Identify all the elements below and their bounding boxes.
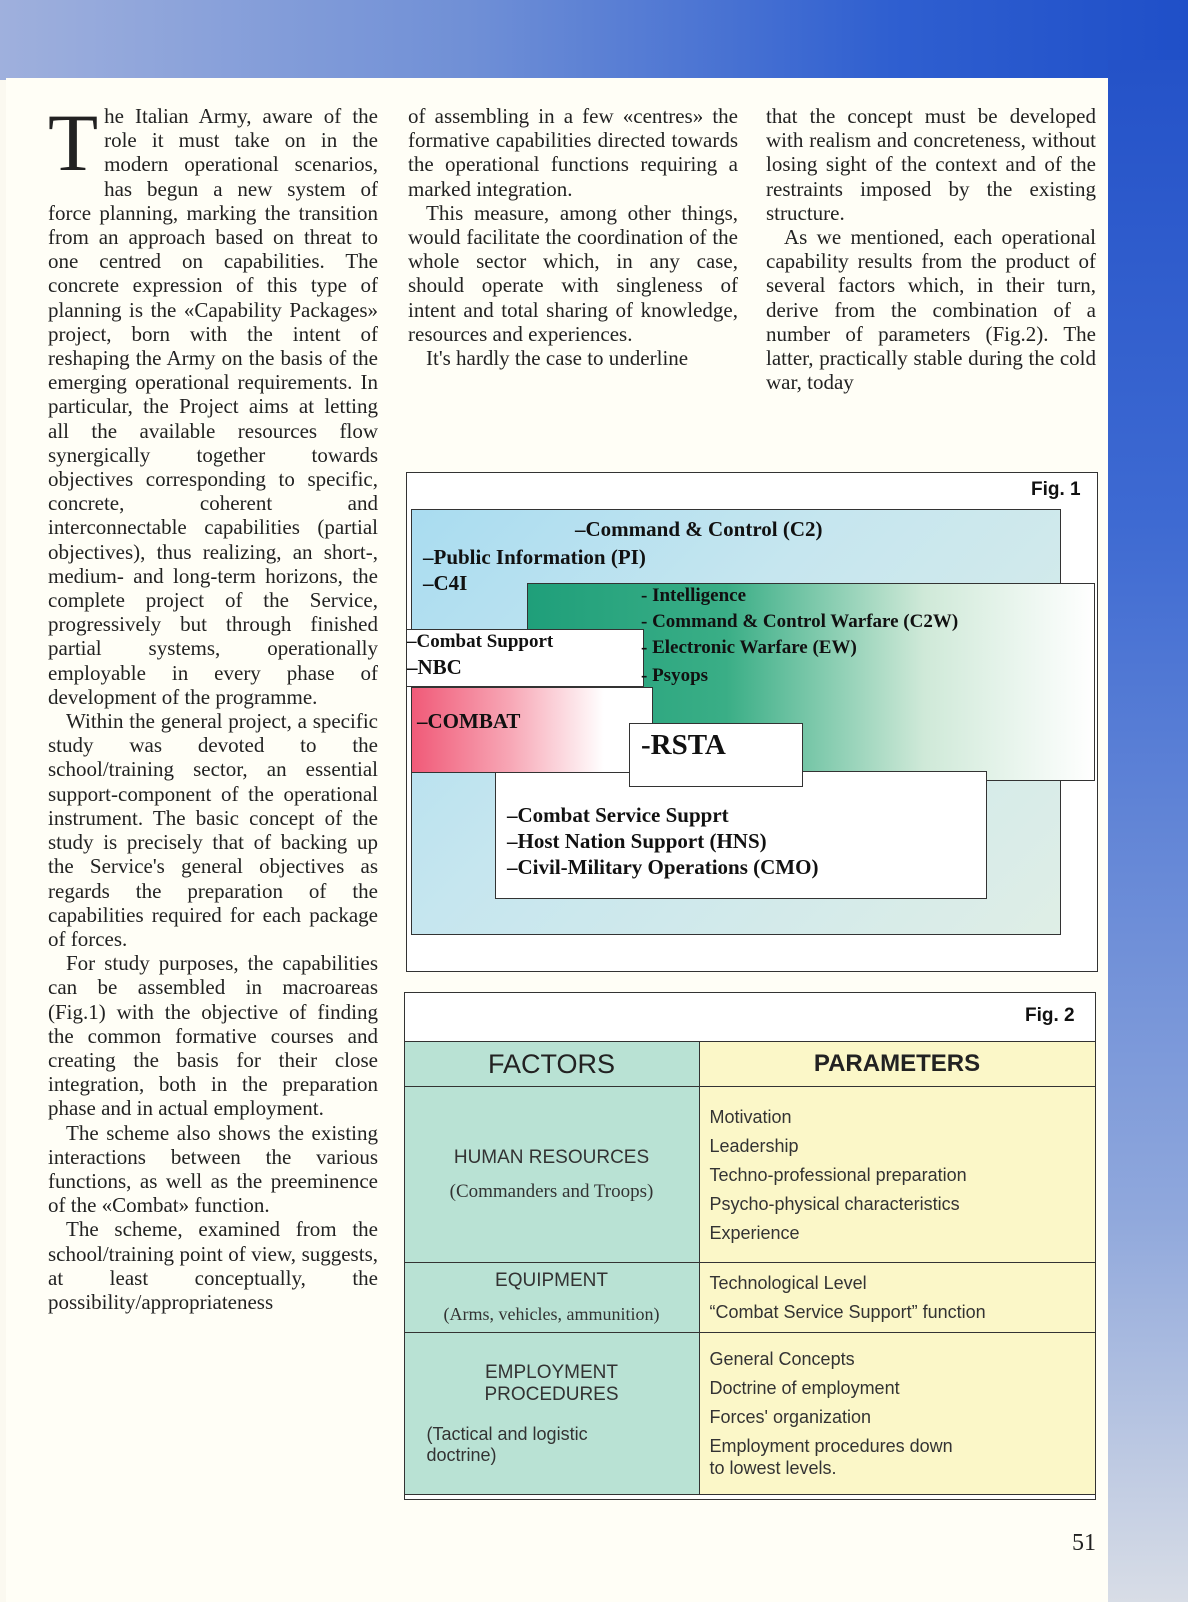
parameter: Forces' organization (709, 1407, 872, 1427)
parameter: “Combat Service Support” function (709, 1302, 986, 1322)
factor-cell (404, 1263, 699, 1333)
combat-support-label: –Combat Support (407, 631, 554, 652)
text-column-2 (408, 104, 738, 370)
ew-label: - Electronic Warfare (EW) (641, 637, 857, 658)
factor-sub: (Arms, vehicles, ammunition) (443, 1304, 660, 1324)
factor-name: EQUIPMENT (495, 1270, 608, 1291)
paragraph (48, 97, 378, 709)
right-blue-band (1108, 60, 1188, 1602)
figure-label: Fig. 1 (1031, 479, 1081, 500)
figure-1-diagram (406, 472, 1098, 972)
intelligence-label: - Intelligence (641, 585, 747, 606)
factor-cell (404, 1333, 699, 1495)
table-row (404, 1333, 1095, 1495)
rsta-label: -RSTA (641, 729, 726, 761)
top-blue-band (0, 0, 1188, 80)
factor-name: EMPLOYMENT PROCEDURES (484, 1361, 619, 1405)
parameter: Technological Level (709, 1273, 867, 1293)
parameter: Doctrine of employment (709, 1378, 900, 1398)
text-column-3 (766, 104, 1096, 394)
parameter: Motivation (709, 1106, 792, 1127)
psyops-label: - Psyops (641, 665, 709, 686)
nbc-label: –NBC (407, 655, 462, 679)
factor-sub: (Tactical and logistic doctrine) (426, 1423, 588, 1465)
paragraph: For study purposes, the capabilities can be assembled in macroareas (Fig.1) with the objective of finding the common formative courses and creating the basis for their close integration, both in the preparation phase and in actual employment. (48, 951, 378, 1121)
cmo-label: –Civil-Military Operations (CMO) (507, 855, 819, 879)
parameter: Employment procedures down to lowest levels. (709, 1436, 953, 1478)
paragraph: of assembling in a few «centres» the formative capabilities directed towards the operational functions requiring a marked integration. (408, 104, 738, 201)
parameter: Leadership (709, 1135, 799, 1156)
figure-label: Fig. 2 (1025, 1005, 1075, 1026)
parameter: General Concepts (709, 1349, 855, 1369)
table-row (404, 1087, 1095, 1263)
header-parameters: PARAMETERS (699, 1042, 1095, 1087)
factors-parameters-table (404, 1041, 1096, 1495)
paragraph: The scheme also shows the existing interactions between the various functions, as well as the preeminence of the «Combat» function. (48, 1120, 378, 1218)
header-factors: FACTORS (404, 1042, 699, 1087)
drop-cap: T (48, 97, 99, 188)
text-column-1 (48, 97, 378, 1314)
hns-label: –Host Nation Support (HNS) (507, 829, 767, 853)
c2w-label: - Command & Control Warfare (C2W) (641, 611, 959, 632)
table-row (404, 1263, 1095, 1333)
factor-sub: (Commanders and Troops) (449, 1180, 654, 1202)
table-header-row (404, 1042, 1095, 1087)
parameters-cell (699, 1263, 1095, 1333)
parameters-cell (699, 1087, 1095, 1263)
c2-label: –Command & Control (C2) (575, 517, 823, 541)
parameters-cell (699, 1333, 1095, 1495)
paragraph: It's hardly the case to underline (426, 346, 689, 371)
page-number: 51 (1072, 1530, 1096, 1556)
paragraph: This measure, among other things, would facilitate the coordination of the whole sector which, in any case, should operate with singleness of intent and total sharing of knowledge, resources and experiences. (408, 200, 738, 346)
factor-cell (404, 1087, 699, 1263)
c4i-label: –C4I (423, 571, 468, 595)
paragraph: As we mentioned, each operational capability results from the product of several factors which, in their turn, derive from the combination of a number of parameters (Fig.2). The latter, practically stable during the cold war, today (766, 225, 1096, 395)
paragraph: The scheme, examined from the school/training point of view, suggests, at least conceptually, the possibility/appropriateness (48, 1217, 378, 1314)
paragraph-text: he Italian Army, aware of the role it must take on in the modern operational scenarios, has begun a new system of force planning, marking the transition from an approach based on threat to one centred on capabilities. The concrete expression of this type of planning is the «Capability Packages» project, born with the intent of reshaping the Army on the basis of the emerging operational requirements. In particular, the Project aims at letting all the available resources flow synergically together towards objectives corresponding to specific, concrete, coherent and interconnectable capabilities (partial objectives), thus realizing, an short-, medium- and long-term horizons, the complete project of the Service, progressively but through finished partial systems, operationally employable in every phase of development of the programme. (48, 104, 378, 709)
combat-label: –COMBAT (417, 709, 521, 733)
parameter: Psycho-physical characteristics (709, 1193, 960, 1214)
parameter: Experience (709, 1222, 800, 1243)
paragraph: Within the general project, a specific study was devoted to the school/training sector, an essential support-component of the operational instrument. The basic concept of the study is precisely that of backing up the Service's general objectives as regards the preparation of the capabilities required for each package of forces. (48, 709, 378, 951)
figure-2-table (404, 992, 1096, 1500)
parameter: Techno-professional preparation (709, 1164, 967, 1185)
css-label: –Combat Service Supprt (507, 803, 729, 827)
paragraph: that the concept must be developed with realism and concreteness, without losing sight of the context and of the restraints imposed by the existing structure. (766, 104, 1096, 225)
pi-label: –Public Information (PI) (423, 545, 646, 569)
factor-name: HUMAN RESOURCES (453, 1146, 650, 1168)
